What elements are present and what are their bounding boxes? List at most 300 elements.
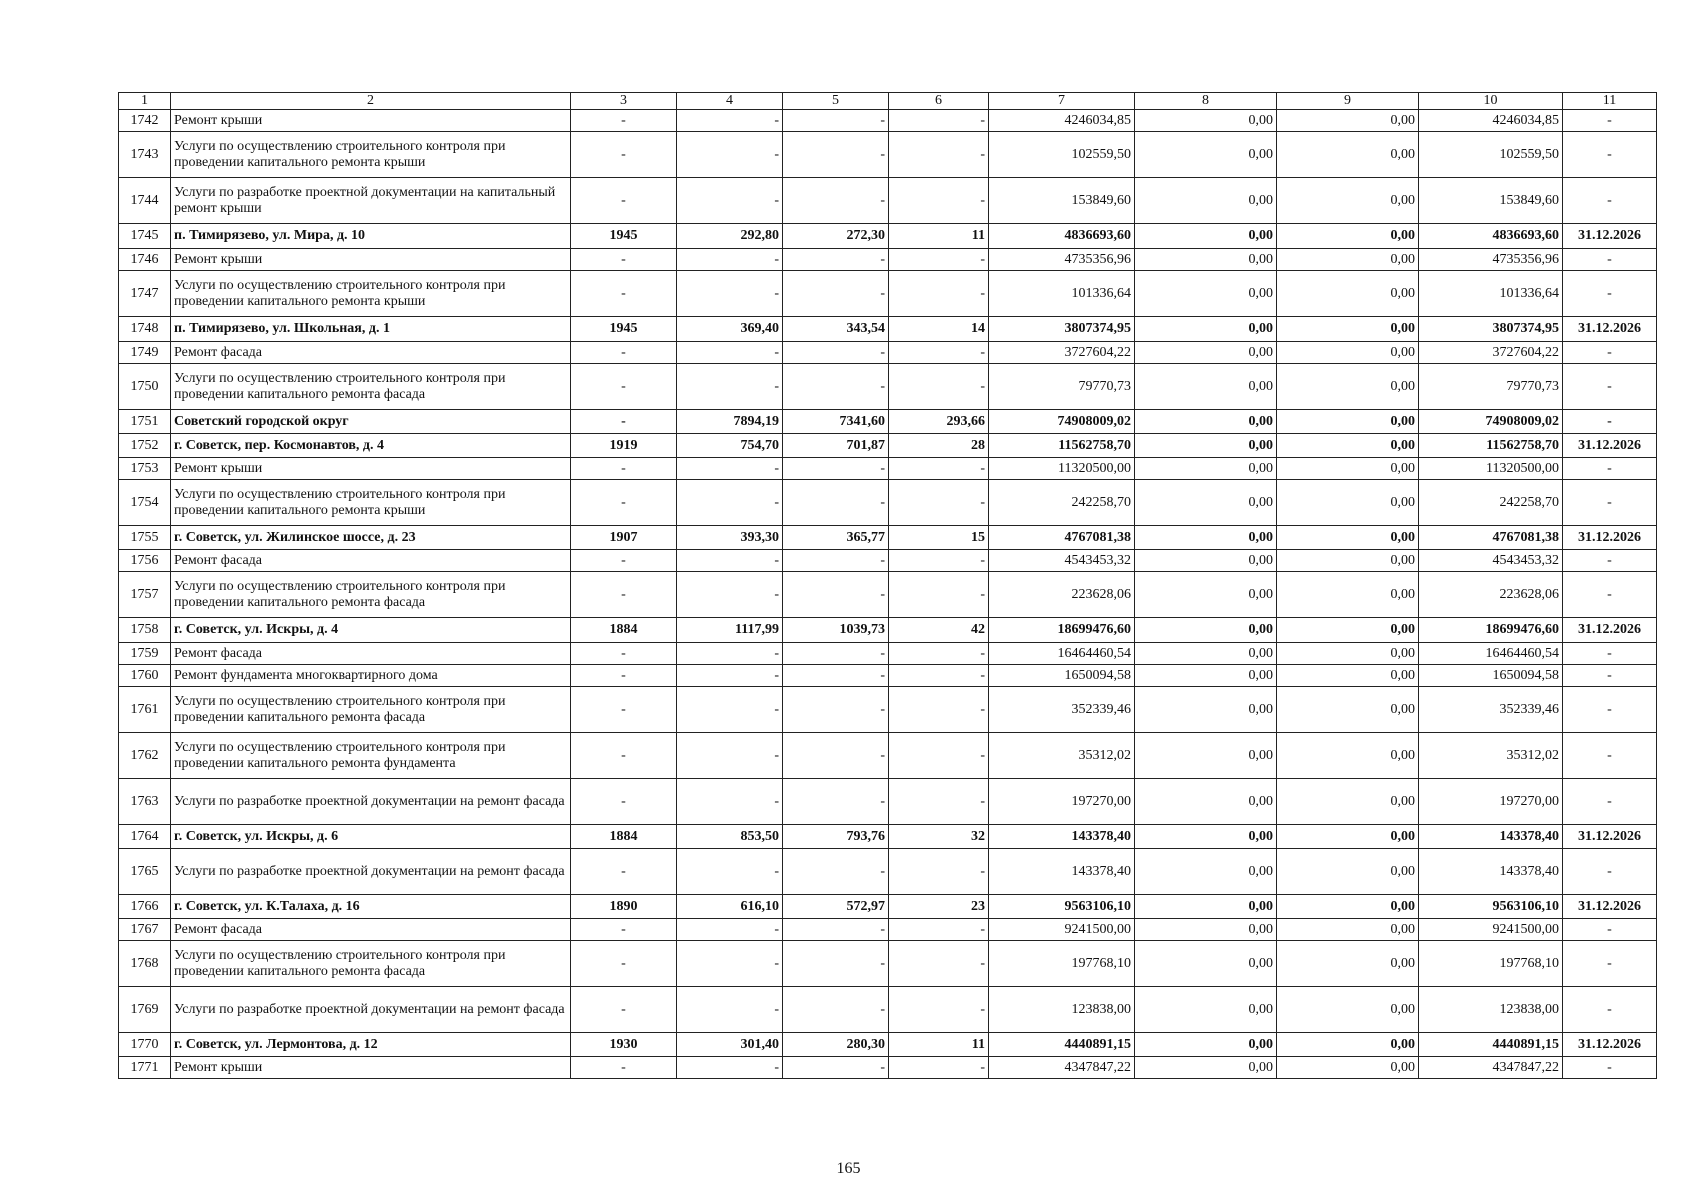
residents-cell: 23 bbox=[889, 895, 989, 919]
column-header-1: 1 bbox=[119, 93, 171, 110]
cost-col-10-cell: 11562758,70 bbox=[1419, 434, 1563, 458]
cost-col-9-cell: 0,00 bbox=[1277, 733, 1419, 779]
year-built-cell: 1884 bbox=[571, 825, 677, 849]
cost-col-9-cell: 0,00 bbox=[1277, 665, 1419, 687]
year-built-cell: - bbox=[571, 410, 677, 434]
total-cost-cell: 11320500,00 bbox=[989, 458, 1135, 480]
year-built-cell: - bbox=[571, 941, 677, 987]
deadline-cell: - bbox=[1563, 941, 1657, 987]
work-name-cell: Услуги по осуществлению строительного контроля при проведении капитального ремонта фасада bbox=[171, 941, 571, 987]
cost-col-10-cell: 9241500,00 bbox=[1419, 919, 1563, 941]
row-number-cell: 1761 bbox=[119, 687, 171, 733]
total-area-cell: - bbox=[677, 572, 783, 618]
row-number-cell: 1767 bbox=[119, 919, 171, 941]
residents-cell: 28 bbox=[889, 434, 989, 458]
living-area-cell: - bbox=[783, 849, 889, 895]
living-area-cell: - bbox=[783, 458, 889, 480]
total-cost-cell: 4440891,15 bbox=[989, 1033, 1135, 1057]
work-name-cell: Ремонт фасада bbox=[171, 643, 571, 665]
cost-col-10-cell: 143378,40 bbox=[1419, 849, 1563, 895]
work-name-cell: г. Советск, ул. Жилинское шоссе, д. 23 bbox=[171, 526, 571, 550]
cost-col-8-cell: 0,00 bbox=[1135, 618, 1277, 643]
cost-col-9-cell: 0,00 bbox=[1277, 224, 1419, 249]
living-area-cell: - bbox=[783, 572, 889, 618]
total-cost-cell: 123838,00 bbox=[989, 987, 1135, 1033]
row-number-cell: 1766 bbox=[119, 895, 171, 919]
residents-cell: - bbox=[889, 572, 989, 618]
cost-col-8-cell: 0,00 bbox=[1135, 249, 1277, 271]
cost-col-9-cell: 0,00 bbox=[1277, 779, 1419, 825]
living-area-cell: - bbox=[783, 733, 889, 779]
residents-cell: - bbox=[889, 550, 989, 572]
total-area-cell: - bbox=[677, 271, 783, 317]
total-cost-cell: 35312,02 bbox=[989, 733, 1135, 779]
work-name-cell: Услуги по осуществлению строительного контроля при проведении капитального ремонта фасада bbox=[171, 572, 571, 618]
total-cost-cell: 9563106,10 bbox=[989, 895, 1135, 919]
living-area-cell: - bbox=[783, 178, 889, 224]
deadline-cell: - bbox=[1563, 342, 1657, 364]
cost-col-10-cell: 4246034,85 bbox=[1419, 110, 1563, 132]
table-row bbox=[119, 919, 1657, 941]
table-row bbox=[119, 132, 1657, 178]
row-number-cell: 1760 bbox=[119, 665, 171, 687]
living-area-cell: - bbox=[783, 941, 889, 987]
cost-col-9-cell: 0,00 bbox=[1277, 434, 1419, 458]
cost-col-8-cell: 0,00 bbox=[1135, 550, 1277, 572]
total-cost-cell: 74908009,02 bbox=[989, 410, 1135, 434]
year-built-cell: 1890 bbox=[571, 895, 677, 919]
cost-col-10-cell: 3727604,22 bbox=[1419, 342, 1563, 364]
cost-col-10-cell: 4767081,38 bbox=[1419, 526, 1563, 550]
deadline-cell: 31.12.2026 bbox=[1563, 224, 1657, 249]
year-built-cell: 1907 bbox=[571, 526, 677, 550]
total-cost-cell: 4246034,85 bbox=[989, 110, 1135, 132]
cost-col-9-cell: 0,00 bbox=[1277, 132, 1419, 178]
cost-col-8-cell: 0,00 bbox=[1135, 132, 1277, 178]
residents-cell: - bbox=[889, 1057, 989, 1079]
cost-col-9-cell: 0,00 bbox=[1277, 1033, 1419, 1057]
living-area-cell: - bbox=[783, 342, 889, 364]
total-area-cell: 1117,99 bbox=[677, 618, 783, 643]
table-row bbox=[119, 643, 1657, 665]
residents-cell: - bbox=[889, 271, 989, 317]
residents-cell: - bbox=[889, 779, 989, 825]
year-built-cell: - bbox=[571, 271, 677, 317]
cost-col-9-cell: 0,00 bbox=[1277, 550, 1419, 572]
cost-col-10-cell: 123838,00 bbox=[1419, 987, 1563, 1033]
total-area-cell: - bbox=[677, 987, 783, 1033]
work-name-cell: Услуги по разработке проектной документации на ремонт фасада bbox=[171, 779, 571, 825]
cost-col-9-cell: 0,00 bbox=[1277, 643, 1419, 665]
living-area-cell: - bbox=[783, 919, 889, 941]
total-cost-cell: 143378,40 bbox=[989, 849, 1135, 895]
total-cost-cell: 242258,70 bbox=[989, 480, 1135, 526]
living-area-cell: - bbox=[783, 550, 889, 572]
year-built-cell: 1919 bbox=[571, 434, 677, 458]
table-row bbox=[119, 987, 1657, 1033]
total-cost-cell: 4836693,60 bbox=[989, 224, 1135, 249]
residents-cell: - bbox=[889, 458, 989, 480]
living-area-cell: - bbox=[783, 480, 889, 526]
cost-col-10-cell: 9563106,10 bbox=[1419, 895, 1563, 919]
deadline-cell: 31.12.2026 bbox=[1563, 1033, 1657, 1057]
cost-col-8-cell: 0,00 bbox=[1135, 271, 1277, 317]
work-name-cell: п. Тимирязево, ул. Школьная, д. 1 bbox=[171, 317, 571, 342]
table-row bbox=[119, 733, 1657, 779]
cost-col-8-cell: 0,00 bbox=[1135, 572, 1277, 618]
work-name-cell: г. Советск, ул. Искры, д. 6 bbox=[171, 825, 571, 849]
work-name-cell: Услуги по осуществлению строительного контроля при проведении капитального ремонта крыши bbox=[171, 480, 571, 526]
total-cost-cell: 3727604,22 bbox=[989, 342, 1135, 364]
total-area-cell: - bbox=[677, 132, 783, 178]
total-area-cell: 853,50 bbox=[677, 825, 783, 849]
row-number-cell: 1744 bbox=[119, 178, 171, 224]
work-name-cell: Услуги по осуществлению строительного контроля при проведении капитального ремонта фасада bbox=[171, 364, 571, 410]
cost-col-8-cell: 0,00 bbox=[1135, 687, 1277, 733]
cost-col-10-cell: 197270,00 bbox=[1419, 779, 1563, 825]
deadline-cell: - bbox=[1563, 178, 1657, 224]
cost-col-10-cell: 4347847,22 bbox=[1419, 1057, 1563, 1079]
deadline-cell: - bbox=[1563, 1057, 1657, 1079]
year-built-cell: - bbox=[571, 132, 677, 178]
residents-cell: - bbox=[889, 364, 989, 410]
total-area-cell: - bbox=[677, 643, 783, 665]
table-row bbox=[119, 434, 1657, 458]
residents-cell: - bbox=[889, 480, 989, 526]
living-area-cell: - bbox=[783, 364, 889, 410]
cost-col-10-cell: 242258,70 bbox=[1419, 480, 1563, 526]
work-name-cell: Ремонт крыши bbox=[171, 110, 571, 132]
column-header-11: 11 bbox=[1563, 93, 1657, 110]
cost-col-10-cell: 101336,64 bbox=[1419, 271, 1563, 317]
cost-col-8-cell: 0,00 bbox=[1135, 224, 1277, 249]
year-built-cell: - bbox=[571, 987, 677, 1033]
total-area-cell: 369,40 bbox=[677, 317, 783, 342]
cost-col-10-cell: 11320500,00 bbox=[1419, 458, 1563, 480]
column-header-3: 3 bbox=[571, 93, 677, 110]
table-row bbox=[119, 271, 1657, 317]
cost-col-8-cell: 0,00 bbox=[1135, 643, 1277, 665]
cost-col-9-cell: 0,00 bbox=[1277, 572, 1419, 618]
row-number-cell: 1762 bbox=[119, 733, 171, 779]
table-row bbox=[119, 1057, 1657, 1079]
cost-col-8-cell: 0,00 bbox=[1135, 779, 1277, 825]
total-area-cell: - bbox=[677, 919, 783, 941]
row-number-cell: 1758 bbox=[119, 618, 171, 643]
residents-cell: 15 bbox=[889, 526, 989, 550]
total-area-cell: 301,40 bbox=[677, 1033, 783, 1057]
table-row bbox=[119, 1033, 1657, 1057]
total-cost-cell: 4735356,96 bbox=[989, 249, 1135, 271]
work-name-cell: Ремонт крыши bbox=[171, 249, 571, 271]
deadline-cell: - bbox=[1563, 919, 1657, 941]
cost-col-8-cell: 0,00 bbox=[1135, 526, 1277, 550]
total-cost-cell: 197270,00 bbox=[989, 779, 1135, 825]
row-number-cell: 1745 bbox=[119, 224, 171, 249]
total-area-cell: - bbox=[677, 342, 783, 364]
living-area-cell: 343,54 bbox=[783, 317, 889, 342]
row-number-cell: 1755 bbox=[119, 526, 171, 550]
work-name-cell: Ремонт фундамента многоквартирного дома bbox=[171, 665, 571, 687]
residents-cell: - bbox=[889, 342, 989, 364]
deadline-cell: - bbox=[1563, 132, 1657, 178]
cost-col-9-cell: 0,00 bbox=[1277, 825, 1419, 849]
total-cost-cell: 223628,06 bbox=[989, 572, 1135, 618]
residents-cell: 11 bbox=[889, 1033, 989, 1057]
cost-col-10-cell: 153849,60 bbox=[1419, 178, 1563, 224]
cost-col-8-cell: 0,00 bbox=[1135, 480, 1277, 526]
work-name-cell: Услуги по разработке проектной документации на ремонт фасада bbox=[171, 987, 571, 1033]
table-row bbox=[119, 825, 1657, 849]
cost-col-8-cell: 0,00 bbox=[1135, 458, 1277, 480]
living-area-cell: 572,97 bbox=[783, 895, 889, 919]
total-area-cell: - bbox=[677, 1057, 783, 1079]
year-built-cell: - bbox=[571, 550, 677, 572]
table-body bbox=[119, 110, 1657, 1079]
deadline-cell: 31.12.2026 bbox=[1563, 895, 1657, 919]
deadline-cell: - bbox=[1563, 110, 1657, 132]
cost-col-8-cell: 0,00 bbox=[1135, 178, 1277, 224]
column-header-9: 9 bbox=[1277, 93, 1419, 110]
table-row bbox=[119, 895, 1657, 919]
table-row bbox=[119, 249, 1657, 271]
residents-cell: - bbox=[889, 941, 989, 987]
table-row bbox=[119, 941, 1657, 987]
cost-col-8-cell: 0,00 bbox=[1135, 434, 1277, 458]
table-row bbox=[119, 849, 1657, 895]
cost-col-8-cell: 0,00 bbox=[1135, 364, 1277, 410]
total-area-cell: - bbox=[677, 110, 783, 132]
living-area-cell: - bbox=[783, 779, 889, 825]
cost-col-10-cell: 197768,10 bbox=[1419, 941, 1563, 987]
cost-col-9-cell: 0,00 bbox=[1277, 941, 1419, 987]
work-name-cell: Советский городской округ bbox=[171, 410, 571, 434]
year-built-cell: - bbox=[571, 342, 677, 364]
table-row bbox=[119, 342, 1657, 364]
cost-col-9-cell: 0,00 bbox=[1277, 458, 1419, 480]
deadline-cell: - bbox=[1563, 849, 1657, 895]
cost-col-10-cell: 35312,02 bbox=[1419, 733, 1563, 779]
total-area-cell: - bbox=[677, 849, 783, 895]
work-name-cell: Ремонт крыши bbox=[171, 458, 571, 480]
work-name-cell: Ремонт фасада bbox=[171, 919, 571, 941]
table-row bbox=[119, 178, 1657, 224]
work-name-cell: Услуги по осуществлению строительного контроля при проведении капитального ремонта крыши bbox=[171, 271, 571, 317]
table-row bbox=[119, 779, 1657, 825]
total-cost-cell: 101336,64 bbox=[989, 271, 1135, 317]
row-number-cell: 1757 bbox=[119, 572, 171, 618]
work-name-cell: г. Советск, ул. К.Талаха, д. 16 bbox=[171, 895, 571, 919]
total-area-cell: - bbox=[677, 941, 783, 987]
page-number: 165 bbox=[836, 1160, 861, 1177]
cost-col-8-cell: 0,00 bbox=[1135, 919, 1277, 941]
total-area-cell: - bbox=[677, 364, 783, 410]
cost-col-9-cell: 0,00 bbox=[1277, 919, 1419, 941]
year-built-cell: - bbox=[571, 643, 677, 665]
work-name-cell: Услуги по осуществлению строительного контроля при проведении капитального ремонта фасада bbox=[171, 687, 571, 733]
row-number-cell: 1753 bbox=[119, 458, 171, 480]
deadline-cell: - bbox=[1563, 665, 1657, 687]
total-area-cell: - bbox=[677, 733, 783, 779]
year-built-cell: - bbox=[571, 733, 677, 779]
residents-cell: - bbox=[889, 643, 989, 665]
total-area-cell: - bbox=[677, 550, 783, 572]
cost-col-10-cell: 143378,40 bbox=[1419, 825, 1563, 849]
column-header-10: 10 bbox=[1419, 93, 1563, 110]
deadline-cell: - bbox=[1563, 687, 1657, 733]
row-number-cell: 1768 bbox=[119, 941, 171, 987]
row-number-cell: 1765 bbox=[119, 849, 171, 895]
deadline-cell: - bbox=[1563, 643, 1657, 665]
column-header-8: 8 bbox=[1135, 93, 1277, 110]
cost-col-9-cell: 0,00 bbox=[1277, 271, 1419, 317]
total-cost-cell: 16464460,54 bbox=[989, 643, 1135, 665]
table-row bbox=[119, 572, 1657, 618]
year-built-cell: - bbox=[571, 572, 677, 618]
cost-col-9-cell: 0,00 bbox=[1277, 987, 1419, 1033]
column-header-6: 6 bbox=[889, 93, 989, 110]
row-number-cell: 1769 bbox=[119, 987, 171, 1033]
cost-col-9-cell: 0,00 bbox=[1277, 526, 1419, 550]
row-number-cell: 1770 bbox=[119, 1033, 171, 1057]
total-cost-cell: 4767081,38 bbox=[989, 526, 1135, 550]
residents-cell: - bbox=[889, 665, 989, 687]
column-header-5: 5 bbox=[783, 93, 889, 110]
total-cost-cell: 9241500,00 bbox=[989, 919, 1135, 941]
living-area-cell: - bbox=[783, 665, 889, 687]
living-area-cell: 1039,73 bbox=[783, 618, 889, 643]
total-cost-cell: 352339,46 bbox=[989, 687, 1135, 733]
work-name-cell: г. Советск, ул. Лермонтова, д. 12 bbox=[171, 1033, 571, 1057]
row-number-cell: 1746 bbox=[119, 249, 171, 271]
year-built-cell: 1884 bbox=[571, 618, 677, 643]
total-cost-cell: 1650094,58 bbox=[989, 665, 1135, 687]
row-number-cell: 1749 bbox=[119, 342, 171, 364]
cost-col-9-cell: 0,00 bbox=[1277, 342, 1419, 364]
total-area-cell: - bbox=[677, 178, 783, 224]
table-row bbox=[119, 618, 1657, 643]
row-number-cell: 1754 bbox=[119, 480, 171, 526]
total-area-cell: - bbox=[677, 480, 783, 526]
total-cost-cell: 102559,50 bbox=[989, 132, 1135, 178]
deadline-cell: - bbox=[1563, 271, 1657, 317]
deadline-cell: - bbox=[1563, 249, 1657, 271]
year-built-cell: - bbox=[571, 110, 677, 132]
cost-col-8-cell: 0,00 bbox=[1135, 410, 1277, 434]
deadline-cell: - bbox=[1563, 733, 1657, 779]
living-area-cell: - bbox=[783, 987, 889, 1033]
total-cost-cell: 4347847,22 bbox=[989, 1057, 1135, 1079]
cost-col-10-cell: 4836693,60 bbox=[1419, 224, 1563, 249]
row-number-cell: 1752 bbox=[119, 434, 171, 458]
cost-col-8-cell: 0,00 bbox=[1135, 987, 1277, 1033]
living-area-cell: - bbox=[783, 1057, 889, 1079]
cost-col-8-cell: 0,00 bbox=[1135, 110, 1277, 132]
deadline-cell: 31.12.2026 bbox=[1563, 618, 1657, 643]
cost-col-9-cell: 0,00 bbox=[1277, 480, 1419, 526]
table-row bbox=[119, 110, 1657, 132]
row-number-cell: 1763 bbox=[119, 779, 171, 825]
cost-col-10-cell: 74908009,02 bbox=[1419, 410, 1563, 434]
cost-col-10-cell: 3807374,95 bbox=[1419, 317, 1563, 342]
living-area-cell: 280,30 bbox=[783, 1033, 889, 1057]
living-area-cell: - bbox=[783, 110, 889, 132]
deadline-cell: 31.12.2026 bbox=[1563, 526, 1657, 550]
cost-col-9-cell: 0,00 bbox=[1277, 849, 1419, 895]
year-built-cell: - bbox=[571, 364, 677, 410]
deadline-cell: - bbox=[1563, 779, 1657, 825]
cost-col-10-cell: 102559,50 bbox=[1419, 132, 1563, 178]
table-row bbox=[119, 665, 1657, 687]
cost-col-8-cell: 0,00 bbox=[1135, 665, 1277, 687]
deadline-cell: - bbox=[1563, 410, 1657, 434]
total-area-cell: 393,30 bbox=[677, 526, 783, 550]
row-number-cell: 1751 bbox=[119, 410, 171, 434]
total-cost-cell: 143378,40 bbox=[989, 825, 1135, 849]
work-name-cell: Услуги по разработке проектной документации на капитальный ремонт крыши bbox=[171, 178, 571, 224]
work-name-cell: Услуги по разработке проектной документации на ремонт фасада bbox=[171, 849, 571, 895]
year-built-cell: - bbox=[571, 687, 677, 733]
cost-col-10-cell: 4440891,15 bbox=[1419, 1033, 1563, 1057]
year-built-cell: 1945 bbox=[571, 224, 677, 249]
total-area-cell: - bbox=[677, 687, 783, 733]
deadline-cell: 31.12.2026 bbox=[1563, 317, 1657, 342]
residents-cell: - bbox=[889, 110, 989, 132]
cost-col-10-cell: 352339,46 bbox=[1419, 687, 1563, 733]
residents-cell: - bbox=[889, 249, 989, 271]
table-row bbox=[119, 480, 1657, 526]
row-number-cell: 1764 bbox=[119, 825, 171, 849]
cost-col-9-cell: 0,00 bbox=[1277, 249, 1419, 271]
deadline-cell: 31.12.2026 bbox=[1563, 434, 1657, 458]
cost-col-8-cell: 0,00 bbox=[1135, 1033, 1277, 1057]
cost-col-9-cell: 0,00 bbox=[1277, 364, 1419, 410]
table-row bbox=[119, 224, 1657, 249]
living-area-cell: - bbox=[783, 271, 889, 317]
row-number-cell: 1759 bbox=[119, 643, 171, 665]
column-header-2: 2 bbox=[171, 93, 571, 110]
work-name-cell: Услуги по осуществлению строительного контроля при проведении капитального ремонта фундамента bbox=[171, 733, 571, 779]
work-name-cell: г. Советск, ул. Искры, д. 4 bbox=[171, 618, 571, 643]
deadline-cell: - bbox=[1563, 550, 1657, 572]
living-area-cell: 365,77 bbox=[783, 526, 889, 550]
column-number-row bbox=[119, 93, 1657, 110]
residents-cell: 11 bbox=[889, 224, 989, 249]
year-built-cell: - bbox=[571, 919, 677, 941]
total-cost-cell: 153849,60 bbox=[989, 178, 1135, 224]
cost-col-8-cell: 0,00 bbox=[1135, 342, 1277, 364]
deadline-cell: 31.12.2026 bbox=[1563, 825, 1657, 849]
total-area-cell: - bbox=[677, 249, 783, 271]
year-built-cell: - bbox=[571, 849, 677, 895]
living-area-cell: 272,30 bbox=[783, 224, 889, 249]
row-number-cell: 1771 bbox=[119, 1057, 171, 1079]
table-row bbox=[119, 364, 1657, 410]
cost-col-8-cell: 0,00 bbox=[1135, 825, 1277, 849]
year-built-cell: 1945 bbox=[571, 317, 677, 342]
cost-col-10-cell: 1650094,58 bbox=[1419, 665, 1563, 687]
row-number-cell: 1742 bbox=[119, 110, 171, 132]
cost-col-8-cell: 0,00 bbox=[1135, 849, 1277, 895]
total-area-cell: - bbox=[677, 665, 783, 687]
row-number-cell: 1743 bbox=[119, 132, 171, 178]
year-built-cell: 1930 bbox=[571, 1033, 677, 1057]
work-name-cell: Ремонт фасада bbox=[171, 342, 571, 364]
residents-cell: - bbox=[889, 987, 989, 1033]
cost-col-9-cell: 0,00 bbox=[1277, 110, 1419, 132]
year-built-cell: - bbox=[571, 178, 677, 224]
residents-cell: - bbox=[889, 687, 989, 733]
